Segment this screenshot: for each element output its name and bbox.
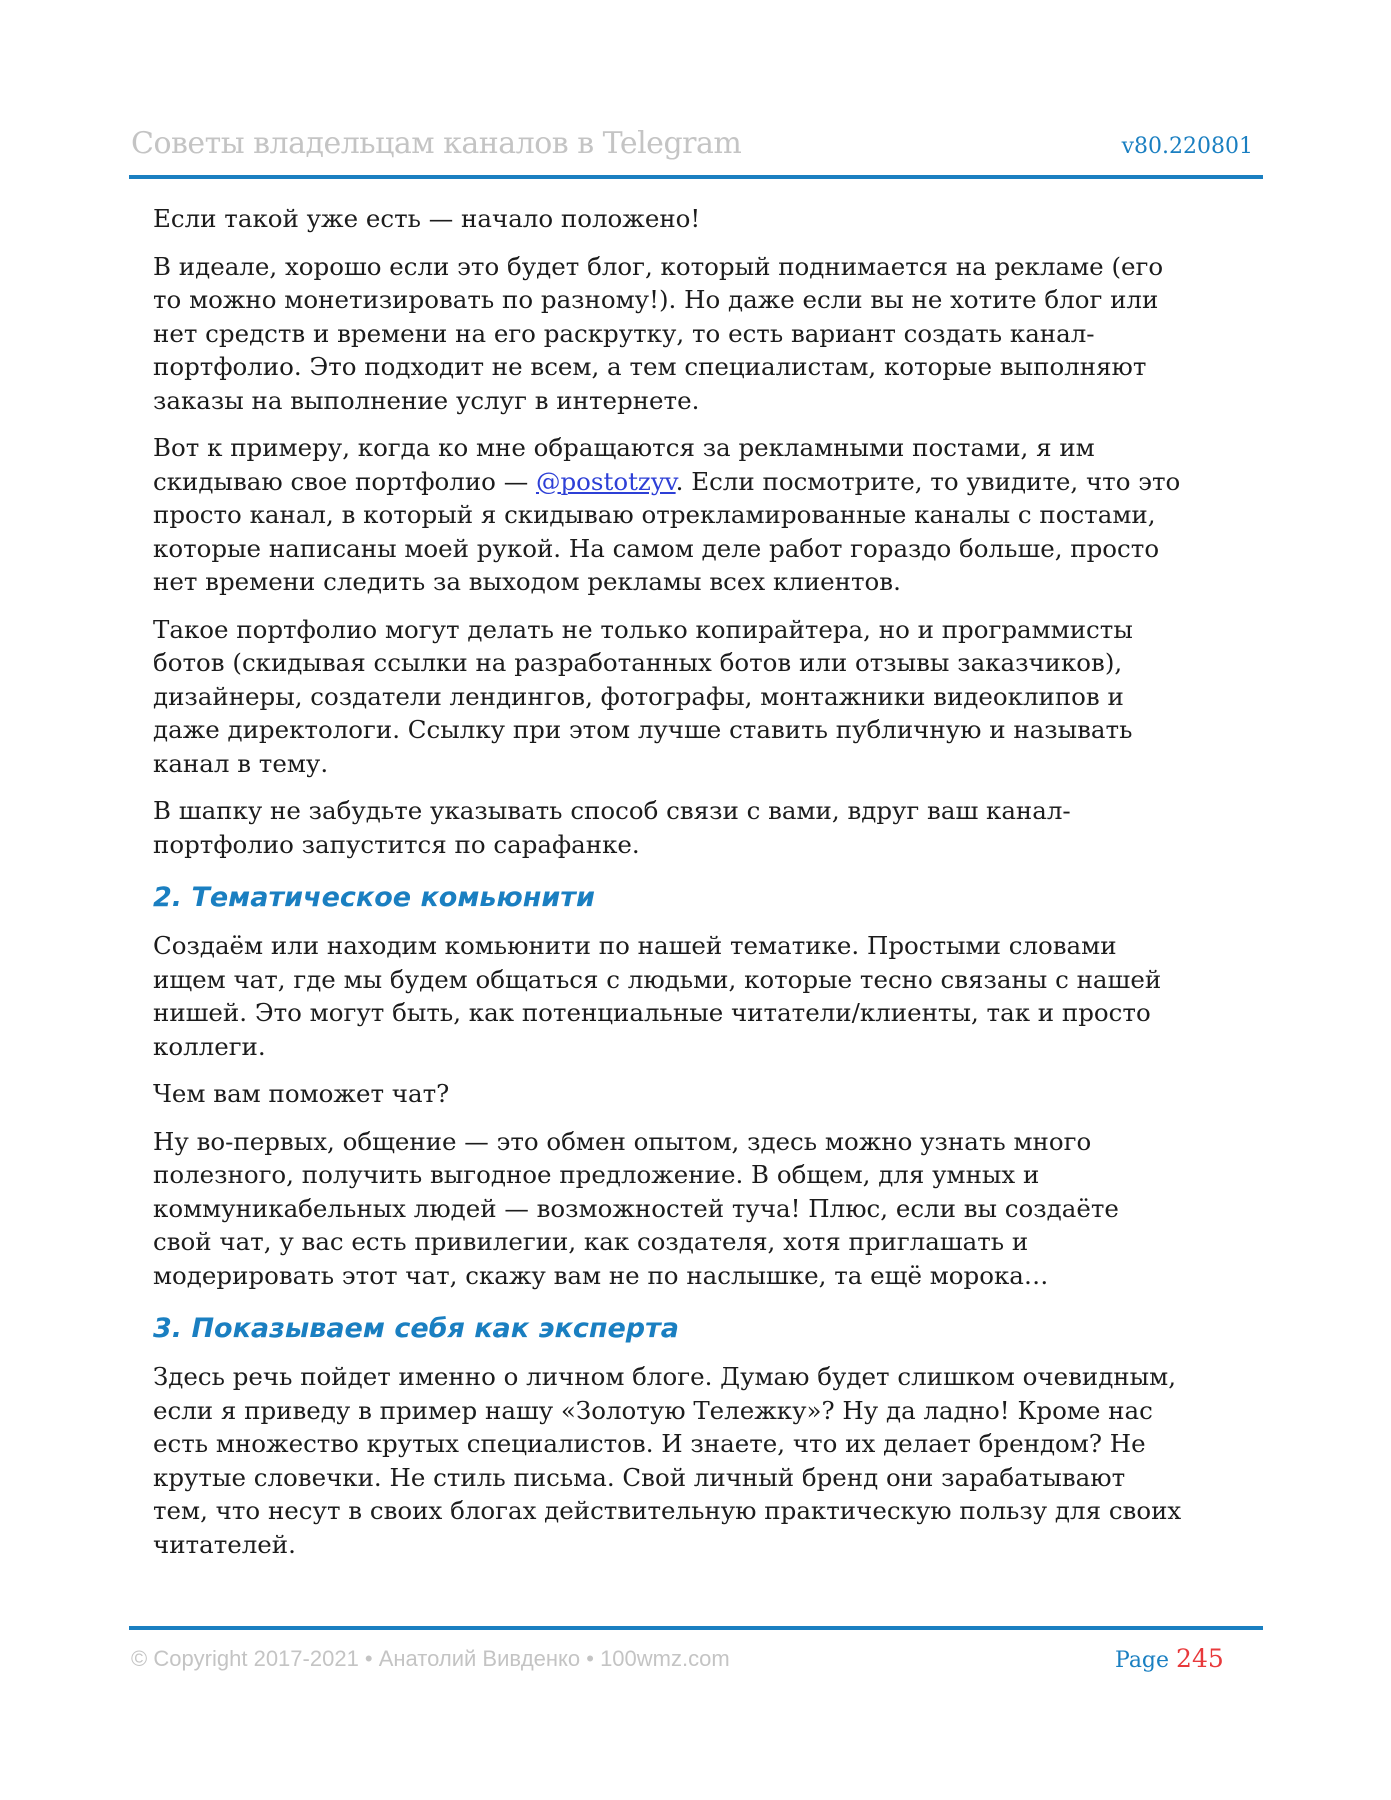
page-number: 245 [1176, 1644, 1224, 1673]
text-line: портфолио. Это подходит не всем, а тем специалистам, которые выполняют [153, 352, 1147, 381]
text-line: канал в тему. [153, 748, 329, 778]
text-line: заказы на выполнение услуг в интернете. [153, 385, 700, 415]
paragraph [153, 613, 1263, 781]
page-header [129, 126, 1263, 179]
paragraph [153, 202, 1263, 236]
postotzyv-link[interactable]: @postotzyv [535, 466, 676, 496]
paragraph [153, 250, 1263, 418]
text-line: Вот к примеру, когда ко мне обращаются за рекламными постами, я им [153, 433, 1095, 462]
text-line: модерировать этот чат, скажу вам не по наслышке, та ещё морока… [153, 1260, 1049, 1290]
text-line: портфолио запустится по сарафанке. [153, 829, 640, 859]
text-line: ищем чат, где мы будем общаться с людьми, которые тесно связаны с нашей [153, 964, 1162, 994]
text-line: Такое портфолио могут делать не только копирайтера, но и программисты [153, 614, 1133, 644]
text-line: Чем вам поможет чат? [153, 1079, 450, 1108]
text-line: которые написаны моей рукой. На самом деле работ гораздо больше, просто [153, 533, 1160, 563]
section-heading: 2. Тематическое комьюнити [153, 882, 595, 913]
text-line: полезного, получить выгодное предложение. В общем, для умных и [153, 1160, 1040, 1189]
text-line: нет средств и времени на его раскрутку, то есть вариант создать канал- [153, 318, 1095, 348]
text-line: крутые словечки. Не стиль письма. Свой личный бренд они зарабатывают [153, 1462, 1126, 1492]
page-indicator [1115, 1644, 1224, 1673]
text-line: Здесь речь пойдет именно о личном блоге. Думаю будет слишком очевидным, [153, 1362, 1176, 1391]
page-footer [129, 1626, 1263, 1673]
text-line: есть множество крутых специалистов. И знаете, что их делает брендом? Не [153, 1429, 1146, 1458]
copyright-text: © Copyright 2017-2021 • Анатолий Вивденко • 100wmz.com [131, 1646, 730, 1671]
text-line: Если такой уже есть — начало положено! [153, 204, 701, 233]
text-line: свой чат, у вас есть привилегии, как создателя, хотя приглашать и [153, 1227, 1029, 1256]
text-line: Ну во-первых, общение — это обмен опытом, здесь можно узнать много [153, 1126, 1092, 1156]
text-segment: скидываю свое портфолио — [153, 466, 536, 496]
text-line: читателей. [153, 1529, 296, 1559]
text-line: если я приведу в пример нашу «Золотую Тележку»? Ну да ладно! Кроме нас [153, 1395, 1153, 1425]
paragraph [153, 929, 1263, 1063]
text-line [153, 465, 1263, 499]
version-label: v80.220801 [1121, 134, 1253, 159]
paragraph [153, 794, 1263, 861]
text-line: даже директологи. Ссылку при этом лучше ставить публичную и называть [153, 715, 1133, 744]
text-line: коммуникабельных людей — возможностей туча! Плюс, если вы создаёте [153, 1193, 1119, 1223]
paragraph [153, 431, 1263, 599]
text-line: тем, что несут в своих блогах действительную практическую пользу для своих [153, 1496, 1182, 1525]
text-line: Создаём или находим комьюнити по нашей тематике. Простыми словами [153, 931, 1117, 960]
page-label: Page [1115, 1648, 1170, 1673]
paragraph [153, 1360, 1263, 1561]
page-content [153, 202, 1263, 1575]
text-line: дизайнеры, создатели лендингов, фотографы, монтажники видеоклипов и [153, 681, 1124, 711]
section-heading: 3. Показываем себя как эксперта [153, 1313, 679, 1344]
text-line: нишей. Это могут быть, как потенциальные читатели/клиенты, так и просто [153, 998, 1151, 1027]
text-line: коллеги. [153, 1031, 266, 1061]
text-segment: . Если посмотрите, то увидите, что это [675, 466, 1181, 496]
text-line: просто канал, в который я скидываю отрекламированные каналы с постами, [153, 500, 1156, 529]
text-line: В идеале, хорошо если это будет блог, который поднимается на рекламе (его [153, 251, 1164, 281]
text-line: ботов (скидывая ссылки на разработанных ботов или отзывы заказчиков), [153, 648, 1123, 677]
text-line: то можно монетизировать по разному!). Но даже если вы не хотите блог или [153, 285, 1159, 314]
text-line: нет времени следить за выходом рекламы всех клиентов. [153, 567, 901, 596]
document-title: Советы владельцам каналов в Telegram [131, 126, 742, 161]
text-line: В шапку не забудьте указывать способ связи с вами, вдруг ваш канал- [153, 796, 1071, 825]
paragraph [153, 1125, 1263, 1293]
paragraph [153, 1077, 1263, 1111]
